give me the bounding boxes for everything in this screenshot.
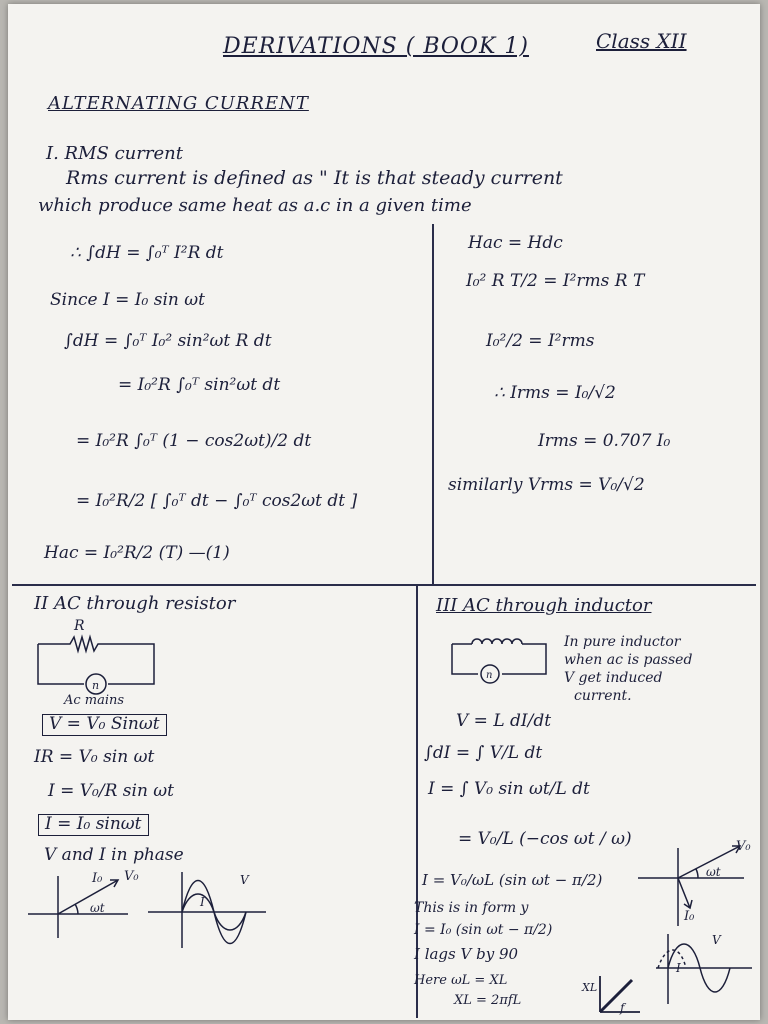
resistor-wave-i: I: [200, 895, 205, 909]
ac-mains-label: Ac mains: [64, 693, 125, 708]
section3-heading: III AC through inductor: [436, 595, 652, 616]
rms-eq-7: Hac = I₀²R/2 (T) —(1): [44, 543, 230, 563]
rms-right-eq-4: ∴ Irms = I₀/√2: [494, 383, 616, 403]
xl-graph-y-label: XL: [582, 981, 598, 994]
inductor-eq-9: Here ωL = XL: [414, 973, 508, 988]
resistor-wave-v: V: [240, 873, 249, 887]
inductor-note-4: current.: [574, 688, 632, 704]
inductor-eq-3: I = ∫ V₀ sin ωt/L dt: [428, 779, 590, 799]
rms-right-eq-6: similarly Vrms = V₀/√2: [448, 475, 645, 495]
inductor-phasor-angle: ωt: [706, 865, 721, 879]
inductor-eq-1: V = L dI/dt: [456, 711, 552, 731]
resistor-label: R: [74, 618, 85, 634]
column-divider-top: [432, 224, 434, 586]
resistor-phasor-v0: V₀: [124, 869, 139, 884]
inductor-phasor-i0: I₀: [684, 909, 695, 924]
section1-heading: I. RMS current: [46, 143, 183, 164]
inductor-eq-5: I = V₀/ωL (sin ωt − π/2): [422, 871, 603, 889]
rms-right-eq-1: Hac = Hdc: [468, 233, 563, 253]
resistor-eq-5: V and I in phase: [44, 845, 184, 865]
page-title: DERIVATIONS ( BOOK 1): [223, 34, 529, 59]
resistor-wave-graph: [148, 870, 268, 950]
resistor-eq-1: V = V₀ Sinωt: [42, 714, 167, 736]
resistor-eq-3: I = V₀/R sin ωt: [48, 781, 174, 801]
inductor-phasor-v0: V₀: [736, 839, 751, 854]
handwritten-page: [8, 4, 760, 1020]
resistor-phasor-angle: ωt: [90, 901, 105, 915]
rms-right-eq-3: I₀²/2 = I²rms: [486, 331, 595, 351]
inductor-eq-7: I = I₀ (sin ωt − π/2): [414, 922, 553, 938]
inductor-note-1: In pure inductor: [564, 634, 681, 650]
class-label: Class XII: [596, 29, 687, 53]
inductor-ac-source-icon: n: [486, 670, 493, 681]
xl-graph-x-label: f: [620, 1001, 625, 1015]
resistor-phasor-i0: I₀: [92, 871, 103, 886]
section1-definition-line2: which produce same heat as a.c in a given time: [38, 195, 472, 216]
inductor-note-3: V get induced: [564, 670, 663, 686]
section1-definition-line1: Rms current is defined as " It is that steady current: [66, 167, 563, 189]
inductor-eq-10: XL = 2πfL: [454, 993, 522, 1008]
resistor-eq-2: IR = V₀ sin ωt: [34, 747, 155, 767]
rms-right-eq-5: Irms = 0.707 I₀: [538, 431, 671, 451]
chapter-heading: ALTERNATING CURRENT: [48, 93, 309, 114]
rms-eq-4: = I₀²R ∫₀ᵀ sin²ωt dt: [118, 375, 281, 395]
inductor-wave-v: V: [712, 933, 721, 947]
inductor-eq-8: I lags V by 90: [414, 945, 519, 963]
xl-vs-f-graph: [594, 972, 644, 1018]
rms-eq-1: ∴ ∫dH = ∫₀ᵀ I²R dt: [70, 243, 224, 263]
inductor-wave-i: I: [676, 961, 681, 975]
inductor-circuit-diagram: [450, 632, 560, 692]
section-divider: [12, 584, 756, 586]
inductor-eq-4: = V₀/L (−cos ωt / ω): [458, 829, 632, 849]
rms-eq-2: Since I = I₀ sin ωt: [50, 290, 205, 310]
inductor-eq-6: This is in form y: [414, 900, 529, 916]
resistor-eq-4: I = I₀ sinωt: [38, 814, 149, 836]
resistor-circuit-diagram: [36, 622, 166, 702]
inductor-eq-2: ∫dI = ∫ V/L dt: [424, 743, 543, 763]
resistor-phasor-diagram: [28, 868, 138, 948]
rms-eq-3: ∫dH = ∫₀ᵀ I₀² sin²ωt R dt: [64, 331, 272, 351]
rms-eq-6: = I₀²R/2 [ ∫₀ᵀ dt − ∫₀ᵀ cos2ωt dt ]: [76, 491, 358, 511]
ac-source-icon: n: [92, 679, 100, 692]
rms-right-eq-2: I₀² R T/2 = I²rms R T: [466, 271, 645, 291]
inductor-note-2: when ac is passed: [564, 652, 693, 668]
inductor-wave-graph: [656, 930, 756, 1006]
section2-heading: II AC through resistor: [34, 593, 236, 614]
rms-eq-5: = I₀²R ∫₀ᵀ (1 − cos2ωt)/2 dt: [76, 431, 312, 451]
